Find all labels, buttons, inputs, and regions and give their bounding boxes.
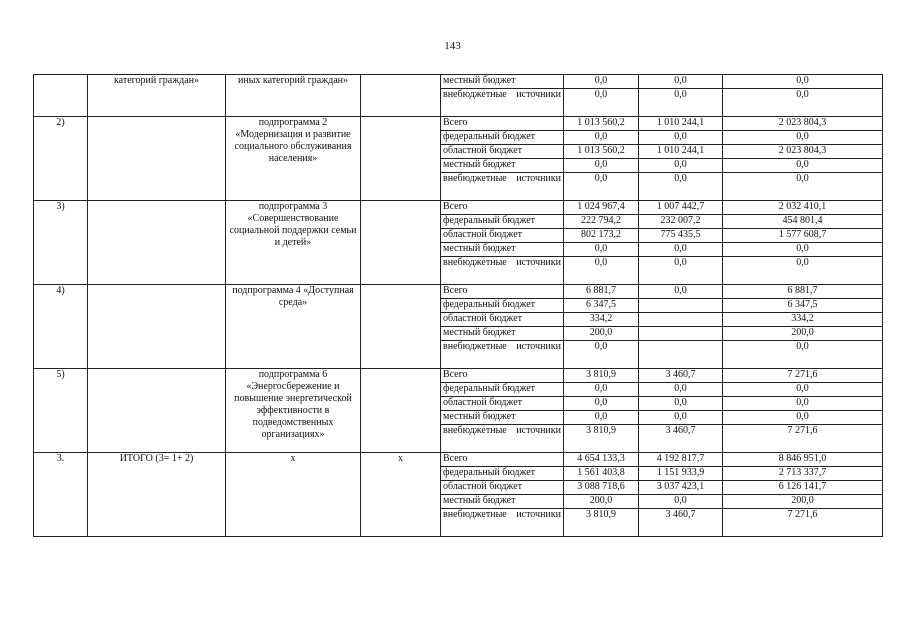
total-value-cell: 8 846 951,0 <box>723 453 883 467</box>
year1-value-cell: 6 881,7 <box>564 285 639 299</box>
year1-value-cell: 6 347,5 <box>564 299 639 313</box>
year2-value-cell: 0,0 <box>639 257 723 285</box>
year2-value-cell: 1 007 442,7 <box>639 201 723 215</box>
funding-source-cell: местный бюджет <box>441 411 564 425</box>
year1-value-cell: 0,0 <box>564 89 639 117</box>
year1-value-cell: 3 088 718,6 <box>564 481 639 495</box>
total-value-cell: 0,0 <box>723 341 883 369</box>
year1-value-cell: 0,0 <box>564 411 639 425</box>
year2-value-cell: 0,0 <box>639 173 723 201</box>
executor-cell <box>361 117 441 201</box>
year2-value-cell: 0,0 <box>639 397 723 411</box>
year2-value-cell: 1 151 933,9 <box>639 467 723 481</box>
year1-value-cell: 0,0 <box>564 397 639 411</box>
row-number-cell: 5) <box>34 369 88 453</box>
year1-value-cell: 4 654 133,3 <box>564 453 639 467</box>
total-value-cell: 6 347,5 <box>723 299 883 313</box>
total-value-cell: 0,0 <box>723 75 883 89</box>
program-name-cell <box>88 369 226 453</box>
year1-value-cell: 334,2 <box>564 313 639 327</box>
table-row <box>34 285 883 299</box>
funding-source-cell: внебюджетные источники <box>441 509 564 537</box>
funding-source-cell: федеральный бюджет <box>441 131 564 145</box>
program-name-cell <box>88 285 226 369</box>
funding-source-cell: внебюджетные источники <box>441 173 564 201</box>
year2-value-cell: 0,0 <box>639 89 723 117</box>
total-value-cell: 0,0 <box>723 243 883 257</box>
year1-value-cell: 0,0 <box>564 173 639 201</box>
total-value-cell: 2 032 410,1 <box>723 201 883 215</box>
budget-table <box>33 74 883 537</box>
total-value-cell: 2 023 804,3 <box>723 117 883 131</box>
row-number-cell: 4) <box>34 285 88 369</box>
total-value-cell: 0,0 <box>723 131 883 145</box>
subprogram-name-cell: подпрограмма 2 «Модернизация и развитие социального обслуживания населения» <box>226 117 361 201</box>
total-value-cell: 0,0 <box>723 383 883 397</box>
year2-value-cell: 0,0 <box>639 383 723 397</box>
subprogram-name-cell: подпрограмма 4 «Доступная среда» <box>226 285 361 369</box>
year2-value-cell: 3 037 423,1 <box>639 481 723 495</box>
year2-value-cell: 3 460,7 <box>639 509 723 537</box>
year2-value-cell: 0,0 <box>639 411 723 425</box>
table-body <box>34 75 883 537</box>
year2-value-cell: 0,0 <box>639 75 723 89</box>
year1-value-cell: 3 810,9 <box>564 425 639 453</box>
total-value-cell: 6 881,7 <box>723 285 883 299</box>
year1-value-cell: 0,0 <box>564 131 639 145</box>
year1-value-cell: 0,0 <box>564 341 639 369</box>
subprogram-name-cell: х <box>226 453 361 537</box>
row-number-cell: 3) <box>34 201 88 285</box>
year2-value-cell: 775 435,5 <box>639 229 723 243</box>
page-number: 143 <box>444 40 461 52</box>
row-number-cell <box>34 75 88 117</box>
program-name-cell: ИТОГО (3= 1+ 2) <box>88 453 226 537</box>
funding-source-cell: местный бюджет <box>441 243 564 257</box>
total-value-cell: 7 271,6 <box>723 425 883 453</box>
subprogram-name-cell: подпрограмма 3 «Совершенствование социальной поддержки семьи и детей» <box>226 201 361 285</box>
year1-value-cell: 0,0 <box>564 243 639 257</box>
funding-source-cell: местный бюджет <box>441 495 564 509</box>
year1-value-cell: 200,0 <box>564 495 639 509</box>
funding-source-cell: внебюджетные источники <box>441 89 564 117</box>
total-value-cell: 454 801,4 <box>723 215 883 229</box>
year2-value-cell: 232 007,2 <box>639 215 723 229</box>
funding-source-cell: Всего <box>441 117 564 131</box>
funding-source-cell: Всего <box>441 453 564 467</box>
year1-value-cell: 222 794,2 <box>564 215 639 229</box>
funding-source-cell: Всего <box>441 201 564 215</box>
total-value-cell: 0,0 <box>723 89 883 117</box>
funding-source-cell: внебюджетные источники <box>441 257 564 285</box>
year2-value-cell: 0,0 <box>639 243 723 257</box>
year1-value-cell: 0,0 <box>564 75 639 89</box>
table-row <box>34 117 883 131</box>
year2-value-cell: 0,0 <box>639 159 723 173</box>
row-number-cell: 3. <box>34 453 88 537</box>
year1-value-cell: 3 810,9 <box>564 509 639 537</box>
funding-source-cell: областной бюджет <box>441 313 564 327</box>
year2-value-cell <box>639 299 723 313</box>
total-value-cell: 0,0 <box>723 257 883 285</box>
year1-value-cell: 802 173,2 <box>564 229 639 243</box>
program-name-cell <box>88 117 226 201</box>
funding-source-cell: местный бюджет <box>441 327 564 341</box>
year1-value-cell: 1 013 560,2 <box>564 145 639 159</box>
executor-cell <box>361 369 441 453</box>
total-value-cell: 7 271,6 <box>723 369 883 383</box>
program-name-cell: категорий граждан» <box>88 75 226 117</box>
year2-value-cell: 1 010 244,1 <box>639 117 723 131</box>
year1-value-cell: 0,0 <box>564 383 639 397</box>
year2-value-cell: 0,0 <box>639 495 723 509</box>
funding-source-cell: федеральный бюджет <box>441 467 564 481</box>
funding-source-cell: Всего <box>441 285 564 299</box>
year2-value-cell: 0,0 <box>639 131 723 145</box>
funding-source-cell: федеральный бюджет <box>441 215 564 229</box>
year1-value-cell: 1 561 403,8 <box>564 467 639 481</box>
year1-value-cell: 3 810,9 <box>564 369 639 383</box>
program-name-cell <box>88 201 226 285</box>
funding-source-cell: федеральный бюджет <box>441 299 564 313</box>
table-row <box>34 369 883 383</box>
executor-cell <box>361 285 441 369</box>
year2-value-cell: 0,0 <box>639 285 723 299</box>
funding-source-cell: областной бюджет <box>441 229 564 243</box>
funding-source-cell: внебюджетные источники <box>441 425 564 453</box>
total-value-cell: 200,0 <box>723 327 883 341</box>
total-value-cell: 7 271,6 <box>723 509 883 537</box>
year2-value-cell: 1 010 244,1 <box>639 145 723 159</box>
subprogram-name-cell: подпрограмма 6 «Энергосбережение и повышение энергетической эффективности в подведомственных организациях» <box>226 369 361 453</box>
total-value-cell: 6 126 141,7 <box>723 481 883 495</box>
table-row <box>34 75 883 89</box>
funding-source-cell: федеральный бюджет <box>441 383 564 397</box>
funding-source-cell: местный бюджет <box>441 159 564 173</box>
row-number-cell: 2) <box>34 117 88 201</box>
year1-value-cell: 0,0 <box>564 257 639 285</box>
year2-value-cell: 4 192 817,7 <box>639 453 723 467</box>
year2-value-cell <box>639 313 723 327</box>
total-value-cell: 200,0 <box>723 495 883 509</box>
executor-cell <box>361 75 441 117</box>
executor-cell: х <box>361 453 441 537</box>
total-value-cell: 334,2 <box>723 313 883 327</box>
total-value-cell: 2 713 337,7 <box>723 467 883 481</box>
table-row <box>34 453 883 467</box>
year2-value-cell: 3 460,7 <box>639 425 723 453</box>
year2-value-cell <box>639 341 723 369</box>
year2-value-cell <box>639 327 723 341</box>
total-value-cell: 0,0 <box>723 397 883 411</box>
total-value-cell: 0,0 <box>723 159 883 173</box>
total-value-cell: 0,0 <box>723 411 883 425</box>
year2-value-cell: 3 460,7 <box>639 369 723 383</box>
total-value-cell: 1 577 608,7 <box>723 229 883 243</box>
funding-source-cell: областной бюджет <box>441 145 564 159</box>
year1-value-cell: 0,0 <box>564 159 639 173</box>
table-row <box>34 201 883 215</box>
funding-source-cell: внебюджетные источники <box>441 341 564 369</box>
funding-source-cell: местный бюджет <box>441 75 564 89</box>
total-value-cell: 0,0 <box>723 173 883 201</box>
subprogram-name-cell: иных категорий граждан» <box>226 75 361 117</box>
year1-value-cell: 1 013 560,2 <box>564 117 639 131</box>
funding-source-cell: областной бюджет <box>441 397 564 411</box>
funding-source-cell: Всего <box>441 369 564 383</box>
executor-cell <box>361 201 441 285</box>
year1-value-cell: 200,0 <box>564 327 639 341</box>
year1-value-cell: 1 024 967,4 <box>564 201 639 215</box>
total-value-cell: 2 023 804,3 <box>723 145 883 159</box>
funding-source-cell: областной бюджет <box>441 481 564 495</box>
